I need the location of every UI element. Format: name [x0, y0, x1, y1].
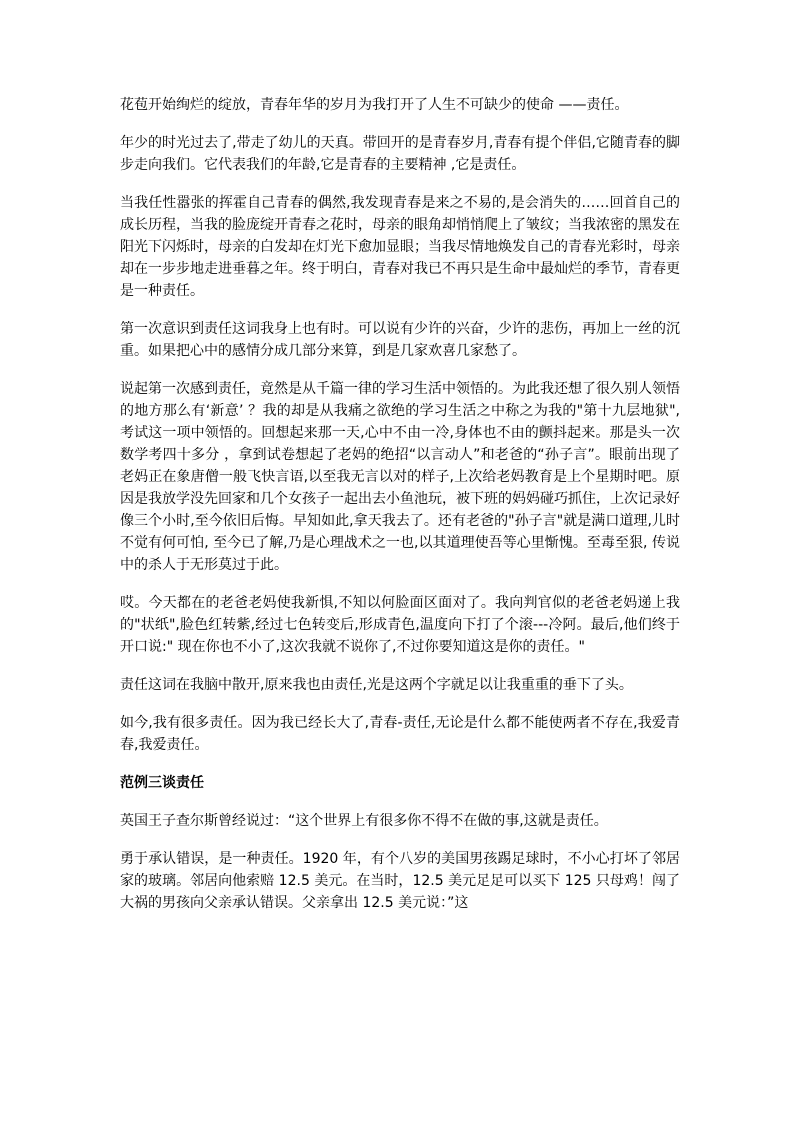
paragraph: 第一次意识到责任这词我身上也有时。可以说有少许的兴奋，少许的悲伤，再加上一丝的沉重。如果把心中的感情分成几部分来算，到是几家欢喜几家愁了。 [120, 321, 680, 359]
paragraph: 当我任性嚣张的挥霍自己青春的偶然,我发现青春是来之不易的,是会消失的……回首自己的成长历程，当我的脸庞绽开青春之花时，母亲的眼角却悄悄爬上了皱纹；当我浓密的黑发在阳光下闪烁时，母亲的白发却在灯光下愈加显眼；当我尽情地焕发自己的青春光彩时，母亲却在一步步地走进垂暮之年。终于明白，青春对我已不再只是生命中最灿烂的季节，青春更是一种责任。 [120, 195, 680, 299]
document-body [120, 94, 680, 930]
section-heading: 范例三谈责任 [120, 775, 204, 791]
paragraph: 说起第一次感到责任，竟然是从千篇一律的学习生活中领悟的。为此我还想了很久别人领悟的地方那么有‘新意’ ？我的却是从我痛之欲绝的学习生活之中称之为我的"第十九层地狱",考试这一项中领悟的。回想起来那一天,心中不由一冷,身体也不由的颤抖起来。那是头一次数学考四十多分 ，拿到试卷想起了老妈的绝招“以言动人”和老爸的“孙子言”。眼前出现了老妈正在象唐僧一般飞快言语,以至我无言以对的样子,上次给老妈教育是上个星期时吧。原因是我放学没先回家和几个女孩子一起出去小鱼池玩，被下班的妈妈碰巧抓住，上次记录好像三个小时,至今依旧后悔。早知如此,拿天我去了。还有老爸的"孙子言"就是满口道理,儿时不觉有何可怕, 至今已了解,乃是心理战术之一也,以其道理使吾等心里惭愧。至毒至狠, 传说中的杀人于无形莫过于此。 [120, 381, 680, 573]
paragraph: 勇于承认错误，是一种责任。1920 年，有个八岁的美国男孩踢足球时，不小心打坏了邻居家的玻璃。邻居向他索赔 12.5 美元。在当时，12.5 美元足足可以买下 125 只母鸡！闯了大祸的男孩向父亲承认错误。父亲拿出 12.5 美元说：”这 [120, 851, 680, 911]
paragraph: 如今,我有很多责任。因为我已经长大了,青春-责任,无论是什么都不能使两者不存在,我爱青春,我爱责任。 [120, 715, 680, 753]
paragraph: 花苞开始绚烂的绽放，青春年华的岁月为我打开了人生不可缺少的使命 ——责任。 [120, 97, 629, 113]
paragraph: 年少的时光过去了,带走了幼儿的天真。带回开的是青春岁月,青春有提个伴侣,它随青春的脚步走向我们。它代表我们的年龄,它是青春的主要精神 ,它是责任。 [120, 135, 680, 173]
paragraph: 责任这词在我脑中散开,原来我也由责任,光是这两个字就足以让我重重的垂下了头。 [120, 677, 633, 693]
paragraph: 英国王子查尔斯曾经说过：“这个世界上有很多你不得不在做的事,这就是责任。 [120, 813, 608, 829]
paragraph: 哎。今天都在的老爸老妈使我新惧,不知以何脸面区面对了。我向判官似的老爸老妈递上我的"状纸",脸色红转紫,经过七色转变后,形成青色,温度向下打了个滚---冷阿。最后,他们终于开口说:" 现在你也不小了,这次我就不说你了,不过你要知道这是你的责任。" [120, 595, 680, 655]
